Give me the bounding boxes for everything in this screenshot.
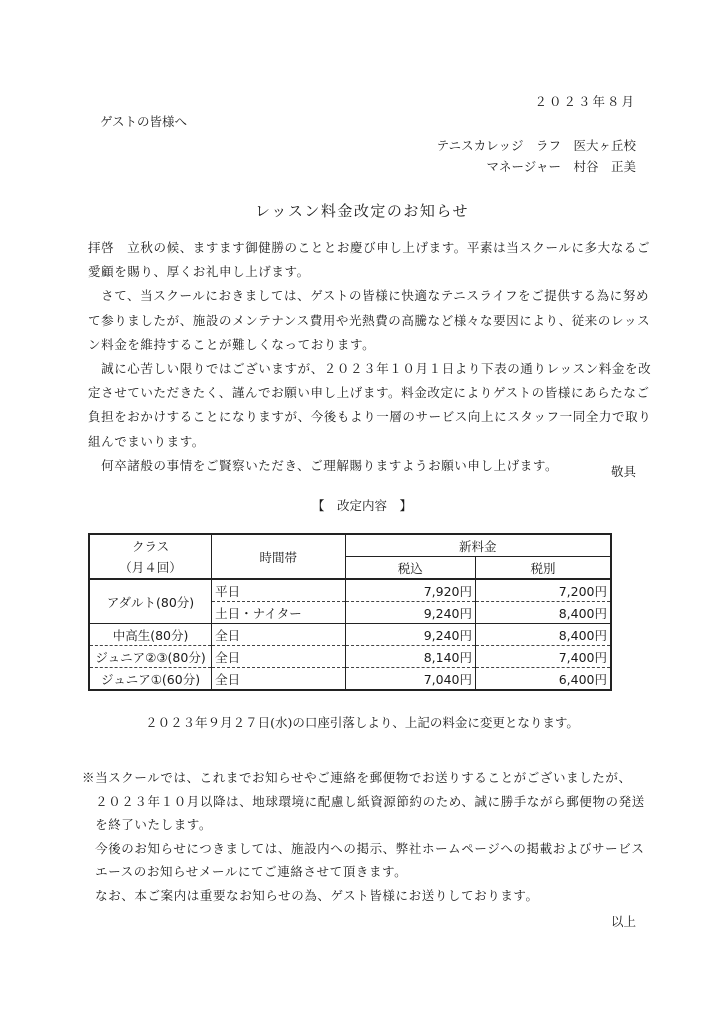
- notice-text: [82, 766, 645, 907]
- body-line: 負担をおかけすることになりますが、今後もより一層のサービス向上にスタッフ一同全力で取り: [88, 409, 652, 425]
- body-text: [88, 236, 652, 478]
- notice-line: ※当スクールでは、これまでお知らせやご連絡を郵便物でお送りすることがございましたが、: [82, 770, 632, 785]
- table-cell-tax-ex: 6,400円: [476, 668, 612, 691]
- header-class: クラス: [89, 534, 212, 557]
- header-tax-ex: 税別: [476, 557, 612, 580]
- fee-table: [88, 533, 612, 691]
- body-line: さて、当スクールにおきましては、ゲストの皆様に快適なテニスライフをご提供する為に努め: [88, 288, 650, 304]
- sender-person: マネージャー 村谷 正美: [486, 159, 636, 174]
- table-cell-tax-in: 7,040円: [345, 668, 476, 691]
- body-line: 拝啓 立秋の候、ますます御健勝のこととお慶び申し上げます。平素は当スクールに多大なるご: [88, 240, 651, 255]
- table-cell-time: 全日: [212, 646, 345, 668]
- table-cell-tax-in: 8,140円: [345, 646, 476, 668]
- table-cell-tax-ex: 8,400円: [476, 602, 612, 624]
- body-line: 誠に心苦しい限りではございますが、２０２３年１０月１日より下表の通りレッスン料金を改: [88, 361, 652, 377]
- table-cell-tax-in: 9,240円: [345, 602, 476, 624]
- body-line: 定させていただきたく、謹んでお願い申し上げます。料金改定によりゲストの皆様にあらたなご: [88, 385, 650, 401]
- table-note: ２０２３年９月２７日(水)の口座引落しより、上記の料金に変更となります。: [145, 715, 579, 730]
- header-class-sub: （月４回）: [89, 557, 212, 580]
- header-tax-in: 税込: [345, 557, 476, 580]
- table-cell-time: 土日・ナイター: [212, 602, 345, 624]
- body-line: 愛顧を賜り、厚くお礼申し上げます。: [88, 264, 310, 280]
- notice-line: なお、本ご案内は重要なお知らせの為、ゲスト皆様にお送りしております。: [82, 887, 539, 903]
- table-cell-tax-ex: 7,200円: [476, 579, 612, 602]
- table-cell-tax-ex: 8,400円: [476, 624, 612, 646]
- section-heading: 【 改定内容 】: [311, 498, 412, 513]
- table-cell-class: アダルト(80分): [89, 579, 212, 624]
- end-mark: 以上: [610, 914, 636, 929]
- document-date: ２０２３年８月: [534, 94, 636, 109]
- table-cell-tax-in: 7,920円: [345, 579, 476, 602]
- table-cell-class: ジュニア②③(80分): [89, 646, 212, 668]
- document-title: レッスン料金改定のお知らせ: [255, 202, 469, 220]
- header-time: 時間帯: [212, 534, 345, 579]
- table-cell-tax-in: 9,240円: [345, 624, 476, 646]
- closing: 敬具: [610, 464, 636, 479]
- notice-line: 今後のお知らせにつきましては、施設内への掲示、弊社ホームページへの掲載およびサービス: [82, 840, 645, 856]
- table-cell-class: 中高生(80分): [89, 624, 212, 646]
- notice-line: エースのお知らせメールにてご連絡させて頂きます。: [82, 864, 408, 879]
- body-line: ン料金を維持することが難しくなっております。: [88, 336, 376, 352]
- notice-line: ２０２３年１０月以降は、地球環境に配慮し紙資源節約のため、誠に勝手ながら郵便物の発送: [82, 793, 645, 809]
- header-new-fee: 新料金: [345, 534, 611, 557]
- body-line: 何卒諸般の事情をご賢察いただき、ご理解賜りますようお願い申し上げます。: [88, 457, 559, 473]
- body-line: 組んでまいります。: [88, 433, 205, 449]
- notice-line: を終了いたします。: [82, 817, 213, 832]
- body-line: て参りましたが、施設のメンテナンス費用や光熱費の高騰など様々な要因により、従来のレッス: [88, 312, 651, 328]
- table-cell-time: 全日: [212, 624, 345, 646]
- table-cell-tax-ex: 7,400円: [476, 646, 612, 668]
- sender-organization: テニスカレッジ ラフ 医大ヶ丘校: [436, 138, 636, 153]
- table-cell-time: 平日: [212, 579, 345, 602]
- recipient: ゲストの皆様へ: [100, 114, 188, 129]
- table-cell-time: 全日: [212, 668, 345, 691]
- table-cell-class: ジュニア①(60分): [89, 668, 212, 691]
